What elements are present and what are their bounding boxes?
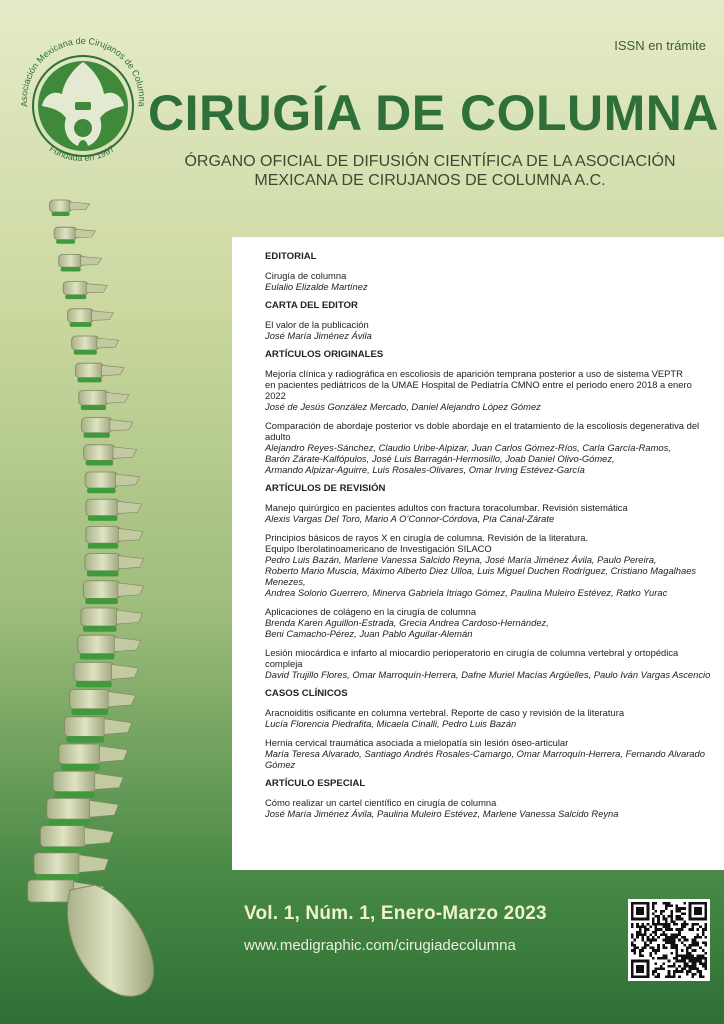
vertebra-process — [86, 284, 107, 293]
article-authors: Eulalio Elizalde Martínez — [265, 281, 368, 292]
vertebra-process — [108, 692, 135, 707]
vertebra-body — [64, 717, 106, 737]
intervertebral-disc — [49, 819, 90, 826]
article-title: Lesión miocárdica e infarto al miocardio perioperatorio en cirugía de columna vertebral y ortopédica compleja — [265, 647, 679, 669]
toc-section-editorial — [265, 251, 712, 292]
intervertebral-disc — [56, 240, 75, 244]
intervertebral-disc — [65, 295, 86, 299]
article-authors: José María Jiménez Ávila — [265, 330, 372, 341]
article-entry — [265, 532, 712, 598]
intervertebral-disc — [52, 212, 70, 216]
intervertebral-disc — [80, 654, 115, 660]
subtitle-line: ÓRGANO OFICIAL DE DIFUSIÓN CIENTÍFICA DE LA ASOCIACIÓN — [184, 153, 676, 170]
vertebra-process — [75, 229, 95, 237]
intervertebral-disc — [84, 433, 110, 438]
article-title: Cirugía de columna — [265, 270, 347, 281]
intervertebral-disc — [85, 598, 118, 604]
article-entry — [265, 502, 712, 524]
vertebra-body — [85, 472, 117, 488]
vertebra-process — [102, 365, 124, 375]
vertebra-process — [117, 610, 143, 624]
article-authors: Barón Zárate-Kalfópulos, José Luis Barragán-Hermosillo, Joab Daniel Olivo-Gómez, — [265, 453, 615, 464]
journal-subtitle — [150, 152, 710, 190]
vertebra-body — [86, 526, 120, 543]
qr-code-icon — [628, 899, 710, 981]
intervertebral-disc — [70, 322, 92, 326]
vertebra-process — [118, 583, 144, 597]
section-heading: EDITORIAL — [265, 251, 317, 262]
vertebra-body — [75, 363, 103, 377]
logo-ring-text: Asociación Mexicana de Cirujanos de Columna — [18, 35, 148, 108]
logo-founded-text: Fundada en 1997 — [47, 143, 117, 164]
article-title: Comparación de abordaje posterior vs doble abordaje en el tratamiento de la escoliosis degenerativa del adulto — [265, 420, 700, 442]
subtitle-line: MEXICANA DE CIRUJANOS DE COLUMNA A.C. — [254, 172, 606, 189]
vertebra-process — [106, 392, 129, 403]
article-title: Mejoría clínica y radiográfica en escoliosis de aparición temprana posterior a uso de sistema VEPTR — [265, 368, 683, 379]
vertebra-process — [90, 800, 119, 817]
intervertebral-disc — [77, 378, 101, 383]
association-logo-icon — [12, 30, 152, 175]
vertebra-body — [50, 200, 72, 212]
article-title: Principios básicos de rayos X en cirugía de columna. Revisión de la literatura. — [265, 532, 589, 543]
vertebra-body — [53, 771, 97, 791]
article-entry — [265, 420, 712, 475]
vertebra-body — [40, 826, 86, 847]
vertebra-process — [84, 828, 113, 845]
vertebra-body — [63, 282, 88, 295]
intervertebral-disc — [87, 488, 115, 493]
vertebra-process — [92, 311, 114, 321]
article-authors: Lucía Florencia Piedrafita, Micaela Cinalli, Pedro Luis Bazán — [265, 718, 517, 729]
vertebra-process — [81, 256, 102, 265]
intervertebral-disc — [55, 792, 95, 799]
vertebra-body — [82, 418, 112, 433]
intervertebral-disc — [71, 709, 108, 715]
section-heading: ARTÍCULO ESPECIAL — [265, 778, 366, 789]
intervertebral-disc — [88, 543, 118, 548]
vertebra-process — [104, 719, 132, 735]
article-authors: José María Jiménez Ávila, Paulina Muleiro Estévez, Marlene Vanessa Salcido Reyna — [265, 808, 619, 819]
article-authors: David Trujillo Flores, Omar Marroquín-Herrera, Dafne Muriel Macías Argüelles, Paulo Iván Vargas Ascencio — [265, 669, 711, 680]
vertebra-process — [118, 556, 143, 569]
article-title: Hernia cervical traumática asociada a mielopatía sin lesión óseo-articular — [265, 737, 569, 748]
vertebra-process — [110, 420, 133, 431]
intervertebral-disc — [87, 571, 119, 577]
article-title: Equipo Iberolatinoamericano de Investigación SILACO — [265, 543, 492, 554]
intervertebral-disc — [74, 350, 97, 355]
intervertebral-disc — [86, 460, 113, 465]
intervertebral-disc — [61, 267, 81, 271]
vertebra-body — [68, 309, 94, 323]
toc-section-especial — [265, 778, 712, 819]
journal-url[interactable]: www.medigraphic.com/cirugiadecolumna — [244, 937, 516, 954]
vertebra-body — [59, 254, 83, 267]
toc-section-originales — [265, 349, 712, 475]
vertebra-body — [84, 445, 115, 461]
vertebra-process — [95, 773, 123, 789]
article-authors: José de Jesús González Mercado, Daniel Alejandro López Gómez — [265, 401, 541, 412]
issn-label: ISSN en trámite — [614, 38, 706, 53]
article-authors: Armando Alpizar-Aguirre, Luis Rosales-Olivares, Omar Irving Estévez-García — [265, 464, 585, 475]
section-heading: ARTÍCULOS DE REVISIÓN — [265, 483, 386, 494]
article-authors: Alejandro Reyes-Sánchez, Claudio Uribe-Alpizar, Juan Carlos Gómez-Ríos, Carla García-Ramos, — [265, 442, 671, 453]
article-authors: María Teresa Alvarado, Santiago Andrés Rosales-Camargo, Omar Marroquín-Herrera, Fernando Alvarado Gómez — [265, 748, 705, 770]
vertebra-process — [112, 664, 139, 679]
vertebra-body — [85, 554, 121, 571]
section-heading: ARTÍCULOS ORIGINALES — [265, 349, 384, 360]
vertebra-body — [72, 336, 99, 350]
toc-section-casos — [265, 688, 712, 770]
intervertebral-disc — [81, 405, 106, 410]
article-entry — [265, 270, 712, 292]
vertebra-body — [74, 662, 114, 681]
vertebra-body — [47, 798, 92, 819]
intervertebral-disc — [61, 764, 100, 770]
article-title: El valor de la publicación — [265, 319, 369, 330]
vertebra-process — [79, 855, 109, 873]
toc-section-revision — [265, 483, 712, 680]
intervertebral-disc — [88, 516, 117, 521]
article-title: en pacientes pediátricos de la UMAE Hospital de Pediatría CMNO entre el periodo enero 2018 a enero 2022 — [265, 379, 692, 401]
vertebra-process — [113, 447, 137, 459]
vertebra-process — [114, 637, 140, 651]
intervertebral-disc — [66, 736, 104, 742]
vertebra-process — [100, 746, 128, 762]
vertebra-process — [97, 338, 119, 348]
spine-illustration — [0, 190, 250, 1010]
section-heading: CASOS CLÍNICOS — [265, 688, 348, 699]
vertebra-process — [117, 501, 141, 513]
vertebra-body — [83, 581, 120, 599]
vertebra-body — [69, 690, 110, 709]
vertebra-process — [70, 202, 90, 210]
vertebra-body — [81, 608, 119, 626]
vertebra-process — [116, 474, 140, 486]
article-authors: Pedro Luis Bazán, Marlene Vanessa Salcido Reyna, José María Jiménez Ávila, Paulo Pereira, — [265, 554, 657, 565]
article-title: Manejo quirúrgico en pacientes adultos con fractura toracolumbar. Revisión sistemática — [265, 502, 628, 513]
article-title: Cómo realizar un cartel científico en cirugía de columna — [265, 797, 497, 808]
article-authors: Beni Camacho-Pérez, Juan Pablo Aguilar-Alemán — [265, 628, 473, 639]
vertebra-process — [118, 528, 143, 541]
vertebra-body — [34, 853, 81, 875]
vertebra-body — [54, 227, 77, 239]
article-title: Aracnoiditis osificante en columna vertebral. Reporte de caso y revisión de la literatura — [265, 707, 625, 718]
intervertebral-disc — [76, 681, 112, 687]
article-authors: Andrea Solorio Guerrero, Minerva Gabriela Itriago Gómez, Paulina Muleiro Estévez, Ratko Yurac — [265, 587, 668, 598]
issue-info: Vol. 1, Núm. 1, Enero-Marzo 2023 — [244, 903, 547, 924]
table-of-contents — [232, 237, 724, 870]
vertebra-body — [79, 390, 108, 405]
toc-section-carta — [265, 300, 712, 341]
article-title: Aplicaciones de colágeno en la cirugía de columna — [265, 606, 477, 617]
article-authors: Roberto Mario Muscia, Máximo Alberto Diez Ulloa, Luis Miguel Duchen Rodríguez, Cristiano Magalhaes Menezes, — [265, 565, 697, 587]
article-authors: Brenda Karen Aguillon-Estrada, Grecia Andrea Cardoso-Hernández, — [265, 617, 549, 628]
vertebra-body — [86, 499, 119, 515]
article-authors: Alexis Vargas Del Toro, Mario A O’Connor-Córdova, Pía Canal-Zárate — [265, 513, 555, 524]
article-entry — [265, 319, 712, 341]
article-entry — [265, 606, 712, 639]
article-entry — [265, 368, 712, 412]
section-heading: CARTA DEL EDITOR — [265, 300, 358, 311]
vertebra-body — [78, 635, 117, 653]
vertebra-body — [59, 744, 102, 764]
journal-title: CIRUGÍA DE COLUMNA — [148, 85, 720, 141]
article-entry — [265, 737, 712, 770]
article-entry — [265, 707, 712, 729]
article-entry — [265, 647, 712, 680]
intervertebral-disc — [83, 626, 117, 632]
article-entry — [265, 797, 712, 819]
